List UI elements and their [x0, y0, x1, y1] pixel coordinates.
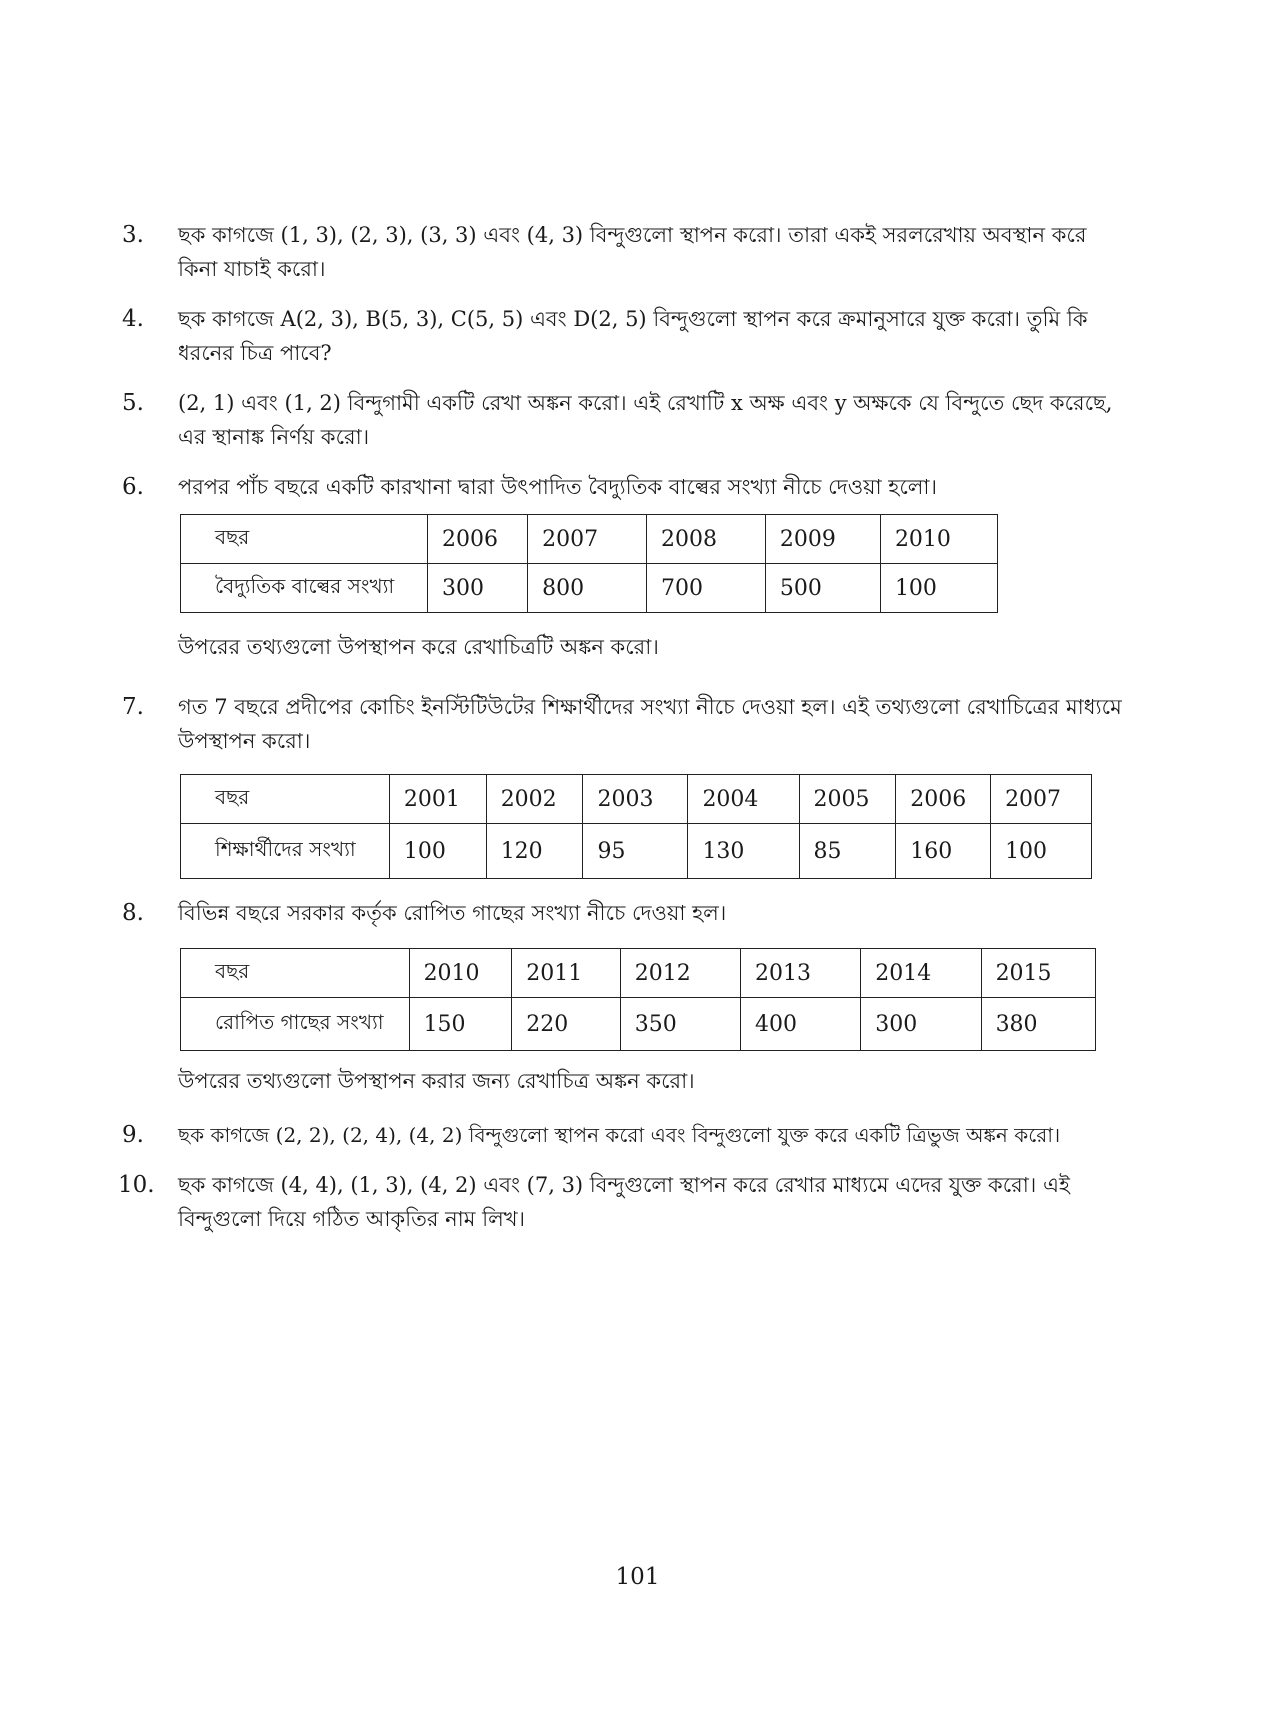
question-number: 5.	[122, 390, 144, 416]
question-number: 3.	[122, 222, 144, 248]
cell-year: 2007	[528, 515, 647, 564]
cell-year: 2006	[428, 515, 528, 564]
cell-value: 130	[688, 824, 799, 879]
question-number: 8.	[122, 900, 144, 926]
row-label: বছর	[181, 949, 410, 998]
question-text: বিভিন্ন বছরে সরকার কর্তৃক রোপিত গাছের সংখ্যা নীচে দেওয়া হল।	[178, 901, 727, 925]
cell-year: 2005	[799, 775, 896, 824]
cell-year: 2015	[981, 949, 1095, 998]
question-number: 6.	[122, 474, 144, 500]
cell-year: 2003	[583, 775, 688, 824]
table-row	[181, 564, 998, 613]
question-text: গত 7 বছরে প্রদীপের কোচিং ইনস্টিটিউটের শিক্ষার্থীদের সংখ্যা নীচে দেওয়া হল। এই তথ্যগুলো রেখাচিত্রের মাধ্যমে উপস্থাপন করো।	[178, 695, 1122, 753]
question-text: (2, 1) এবং (1, 2) বিন্দুগামী একটি রেখা অঙ্কন করো। এই রেখাটি x অক্ষ এবং y অক্ষকে যে বিন্দুতে ছেদ করেছে, এর স্থানাঙ্ক নির্ণয় করো।	[178, 391, 1113, 449]
cell-value: 380	[981, 998, 1095, 1051]
cell-value: 300	[428, 564, 528, 613]
cell-value: 120	[486, 824, 583, 879]
cell-year: 2006	[896, 775, 991, 824]
question-number: 10.	[118, 1172, 155, 1198]
cell-value: 100	[991, 824, 1092, 879]
cell-value: 700	[646, 564, 765, 613]
cell-year: 2002	[486, 775, 583, 824]
table-row	[181, 775, 1092, 824]
table-trees	[180, 948, 1096, 1051]
question-number: 4.	[122, 306, 144, 332]
question-8-instruction: উপরের তথ্যগুলো উপস্থাপন করার জন্য রেখাচিত্র অঙ্কন করো।	[178, 1069, 695, 1093]
cell-value: 400	[741, 998, 861, 1051]
table-row	[181, 949, 1096, 998]
cell-value: 350	[620, 998, 740, 1051]
cell-year: 2001	[389, 775, 486, 824]
cell-year: 2014	[861, 949, 981, 998]
row-label: রোপিত গাছের সংখ্যা	[181, 998, 410, 1051]
cell-value: 160	[896, 824, 991, 879]
table-row	[181, 998, 1096, 1051]
cell-year: 2013	[741, 949, 861, 998]
question-text: ছক কাগজে A(2, 3), B(5, 3), C(5, 5) এবং D(2, 5) বিন্দুগুলো স্থাপন করে ক্রমানুসারে যুক্ত করো। তুমি কি ধরনের চিত্র পাবে?	[178, 307, 1088, 365]
question-number: 7.	[122, 694, 144, 720]
cell-year: 2007	[991, 775, 1092, 824]
question-text: ছক কাগজে (4, 4), (1, 3), (4, 2) এবং (7, 3) বিন্দুগুলো স্থাপন করে রেখার মাধ্যমে এদের যুক্ত করো। এই বিন্দুগুলো দিয়ে গঠিত আকৃতির নাম লিখ।	[178, 1173, 1070, 1231]
cell-year: 2009	[765, 515, 880, 564]
cell-value: 800	[528, 564, 647, 613]
cell-value: 85	[799, 824, 896, 879]
cell-value: 500	[765, 564, 880, 613]
cell-value: 220	[512, 998, 621, 1051]
row-label: বছর	[181, 515, 428, 564]
row-label: বছর	[181, 775, 390, 824]
question-6-instruction: উপরের তথ্যগুলো উপস্থাপন করে রেখাচিত্রটি অঙ্কন করো।	[178, 635, 659, 659]
row-label: শিক্ষার্থীদের সংখ্যা	[181, 824, 390, 879]
cell-value: 300	[861, 998, 981, 1051]
cell-year: 2011	[512, 949, 621, 998]
cell-value: 100	[880, 564, 997, 613]
cell-year: 2012	[620, 949, 740, 998]
cell-value: 95	[583, 824, 688, 879]
table-bulbs	[180, 514, 998, 613]
table-row	[181, 824, 1092, 879]
cell-value: 150	[409, 998, 512, 1051]
question-text: পরপর পাঁচ বছরে একটি কারখানা দ্বারা উৎপাদিত বৈদ্যুতিক বাল্বের সংখ্যা নীচে দেওয়া হলো।	[178, 475, 938, 499]
page-number: 101	[615, 1564, 660, 1590]
cell-year: 2010	[409, 949, 512, 998]
question-text: ছক কাগজে (2, 2), (2, 4), (4, 2) বিন্দুগুলো স্থাপন করো এবং বিন্দুগুলো যুক্ত করে একটি ত্রিভুজ অঙ্কন করো।	[178, 1123, 1061, 1147]
question-number: 9.	[122, 1122, 144, 1148]
row-label: বৈদ্যুতিক বাল্বের সংখ্যা	[181, 564, 428, 613]
question-text: ছক কাগজে (1, 3), (2, 3), (3, 3) এবং (4, 3) বিন্দুগুলো স্থাপন করো। তারা একই সরলরেখায় অবস্থান করে কিনা যাচাই করো।	[178, 223, 1087, 281]
cell-year: 2008	[646, 515, 765, 564]
cell-year: 2004	[688, 775, 799, 824]
cell-year: 2010	[880, 515, 997, 564]
cell-value: 100	[389, 824, 486, 879]
table-row	[181, 515, 998, 564]
table-students	[180, 774, 1092, 879]
